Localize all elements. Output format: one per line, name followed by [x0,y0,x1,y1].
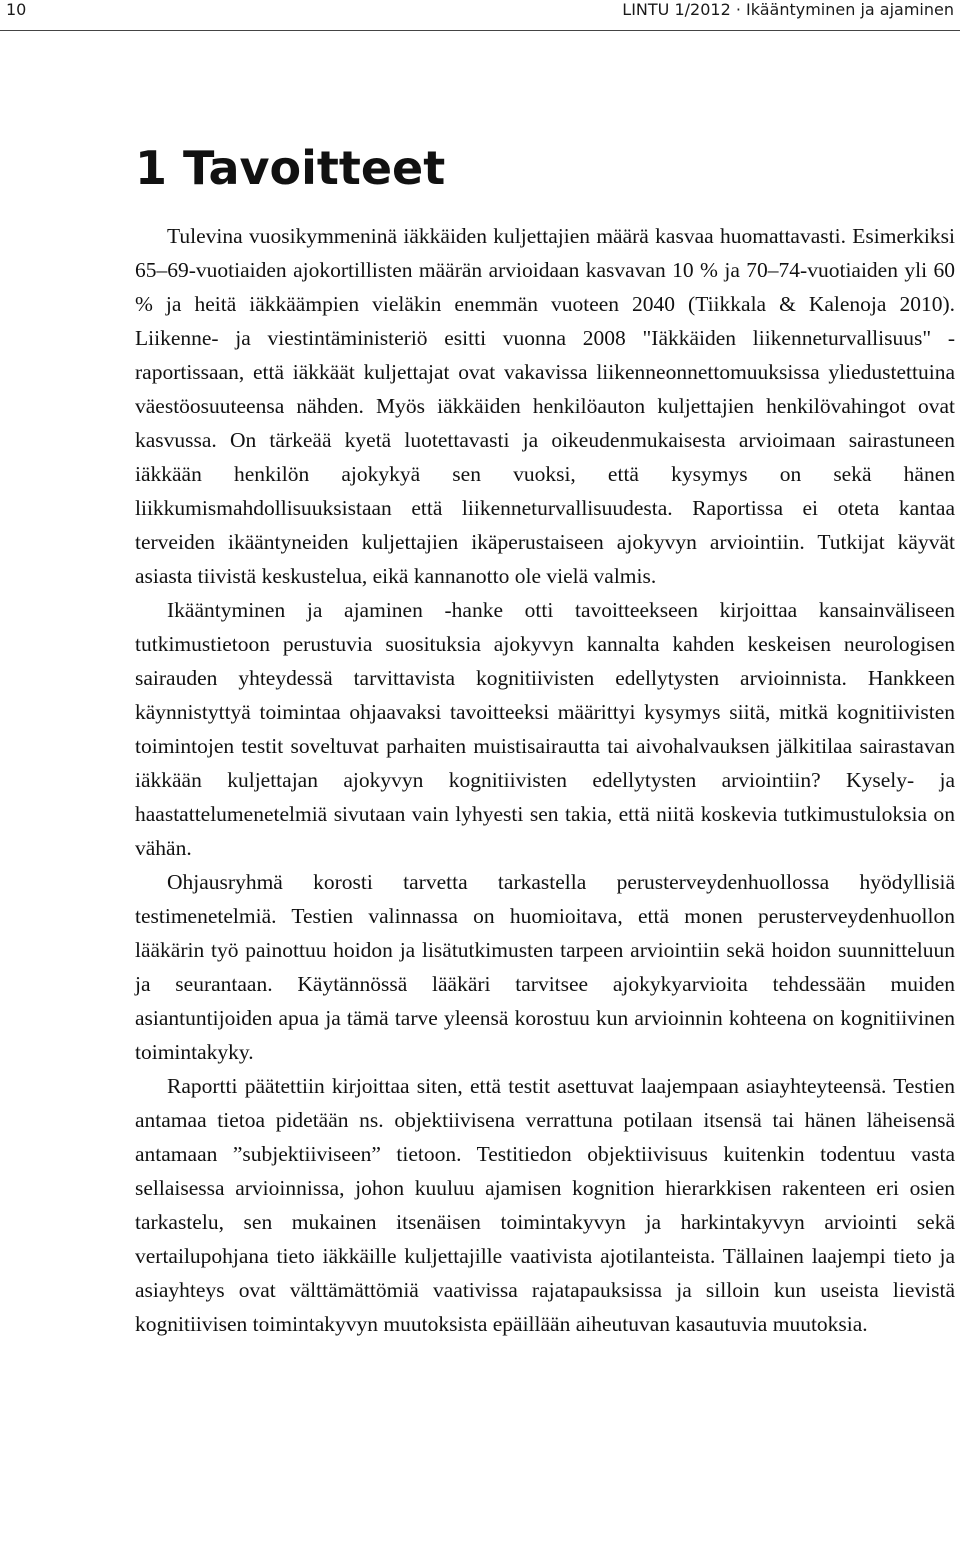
paragraph-1: Tulevina vuosikymmeninä iäkkäiden kuljettajien määrä kasvaa huomattavasti. Esimerkiksi 65–69-vuotiaiden ajokortillisten määrän arvioidaan kasvavan 10 % ja 70–74-vuotiaiden yli 60 % ja heitä iäkkäämpien vieläkin enemmän vuoteen 2040 (Tiikkala & Kalenoja 2010). Liikenne- ja viestintäministeriö esitti vuonna 2008 "Iäkkäiden liikenneturvallisuus" -raportissaan, että iäkkäät kuljettajat ovat vakavissa liikenneonnettomuuksissa yliedustettuina väestöosuuteensa nähden. Myös iäkkäiden henkilöauton kuljettajien henkilövahingot ovat kasvussa. On tärkeää kyetä luotettavasti ja oikeudenmukaisesta arvioimaan sairastuneen iäkkään henkilön ajokykyä sen vuoksi, että kysymys on sekä hänen liikkumismahdollisuuksistaan että liikenneturvallisuudesta. Raportissa ei oteta kantaa terveiden ikääntyneiden kuljettajien ikäperustaiseen ajokyvyn arviointiin. Tutkijat käyvät asiasta tiivistä keskustelua, eikä kannanotto ole vielä valmis. [135,224,955,588]
header-rule [0,30,960,31]
body-text [135,219,955,1341]
page-header [0,0,960,26]
paragraph-3: Ohjausryhmä korosti tarvetta tarkastella perusterveydenhuollossa hyödyllisiä testimenetelmiä. Testien valinnassa on huomioitava, että monen perusterveydenhuollon lääkärin työ painottuu hoidon ja lisätutkimusten tarpeen arviointiin sekä hoidon suunnitteluun ja seurantaan. Käytännössä lääkäri tarvitsee ajokykyarvioita tehdessään muiden asiantuntijoiden apua ja tämä tarve yleensä korostuu kun arvioinnin kohteena on kognitiivinen toimintakyky. [135,870,955,1064]
section-title: 1 Tavoitteet [135,141,446,195]
page-number: 10 [6,0,27,19]
running-head: LINTU 1/2012 · Ikääntyminen ja ajaminen [622,0,954,19]
paragraph-4: Raportti päätettiin kirjoittaa siten, että testit asettuvat laajempaan asiayhteyteensä. Testien antamaa tietoa pidetään ns. objektiivisena verrattuna potilaan itsensä tai hänen läheisensä antamaan ”subjektiiviseen” tietoon. Testitiedon objektiivisuus kuitenkin todentuu vasta sellaisessa arvioinnissa, johon kuuluu ajamisen kognition hierarkkisen rakenteen eri osien tarkastelu, sen mukainen itsenäisen toimintakyvyn ja harkintakyvyn arviointi sekä vertailupohjana tieto iäkkäille kuljettajille vaativista ajotilanteista. Tällainen laajempi tieto ja asiayhteys ovat välttämättömiä vaativissa rajatapauksissa ja silloin kun useista lievistä kognitiivisen toimintakyvyn muutoksista epäillään aiheutuvan kasautuvia muutoksia. [135,1074,955,1336]
paragraph-2: Ikääntyminen ja ajaminen -hanke otti tavoitteekseen kirjoittaa kansainväliseen tutkimustietoon perustuvia suosituksia ajokyvyn kannalta kahden keskeisen neurologisen sairauden yhteydessä tarvittavista kognitiivisten edellytysten arvioinnista. Hankkeen käynnistyttyä toimintaa ohjaavaksi tavoitteeksi määrittyi kysymys siitä, mitkä kognitiivisten toimintojen testit soveltuvat parhaiten muistisairautta tai aivohalvauksen jälkitilaa sairastavan iäkkään kuljettajan ajokyvyn kognitiivisten edellytysten arviointiin? Kysely- ja haastattelumenetelmiä sivutaan vain lyhyesti sen takia, että niitä koskevia tutkimustuloksia on vähän. [135,598,955,860]
